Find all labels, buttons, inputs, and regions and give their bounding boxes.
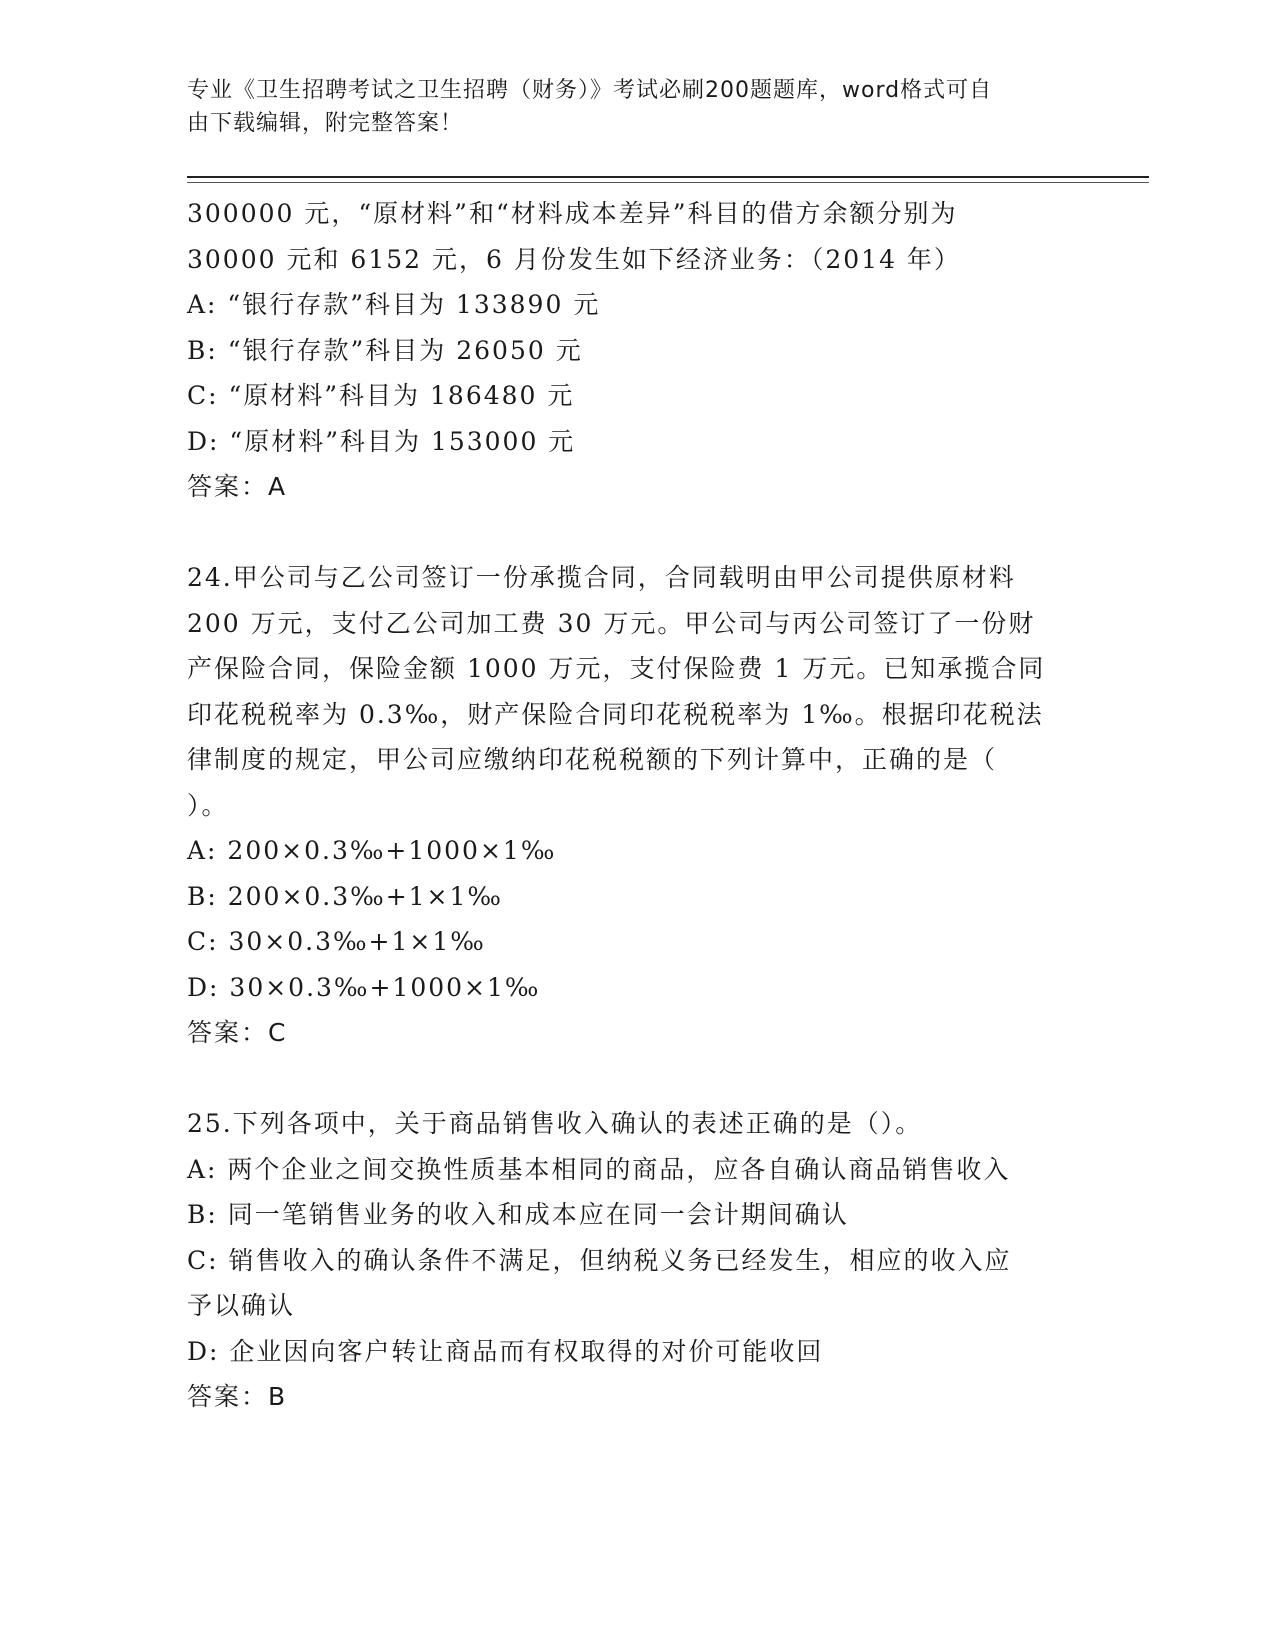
header-divider-thick	[187, 176, 1149, 178]
question-stem-line: 产保险合同，保险金额 1000 万元，支付保险费 1 万元。已知承揽合同	[187, 654, 1046, 683]
header-line-2: 由下载编辑，附完整答案！	[187, 111, 464, 136]
question-stem-line: ）。	[187, 790, 229, 820]
question-list	[187, 191, 1067, 1420]
option-d: D: “原材料”科目为 153000 元	[187, 426, 576, 456]
question-stem-line: 30000 元和 6152 元，6 月份发生如下经济业务：（2014 年）	[187, 244, 961, 274]
option-c: C: 30×0.3‰+1×1‰	[187, 927, 486, 956]
option-b: B: 200×0.3‰+1×1‰	[187, 881, 503, 911]
question-stem-line: 200 万元，支付乙公司加工费 30 万元。甲公司与丙公司签订了一份财	[187, 608, 1036, 638]
option-c: C: 销售收入的确认条件不满足，但纳税义务已经发生，相应的收入应	[187, 1245, 1012, 1275]
option-c-continued: 予以确认	[187, 1291, 296, 1320]
answer-label: 答案：A	[187, 472, 288, 501]
option-a: A: 两个企业之间交换性质基本相同的商品，应各自确认商品销售收入	[187, 1154, 1011, 1184]
question-stem-line: 24.甲公司与乙公司签订一份承揽合同，合同载明由甲公司提供原材料	[187, 563, 1016, 592]
document-header	[187, 74, 1067, 140]
question-24	[187, 555, 1067, 1056]
option-b: B: 同一笔销售业务的收入和成本应在同一会计期间确认	[187, 1200, 849, 1229]
header-line-1: 专业《卫生招聘考试之卫生招聘（财务）》考试必刷200题题库，word格式可自	[187, 78, 993, 103]
question-stem-line: 印花税税率为 0.3‰，财产保险合同印花税税率为 1‰。根据印花税法	[187, 699, 1044, 729]
option-a: A: “银行存款”科目为 133890 元	[187, 290, 601, 319]
question-spacer	[187, 510, 1067, 556]
answer-label: 答案：B	[187, 1382, 288, 1411]
question-25	[187, 1101, 1067, 1420]
question-stem-line: 25.下列各项中，关于商品销售收入确认的表述正确的是（）。	[187, 1109, 923, 1138]
answer-label: 答案：C	[187, 1018, 288, 1047]
header-divider-thin	[187, 182, 1149, 183]
option-c: C: “原材料”科目为 186480 元	[187, 381, 575, 410]
option-d: D: 企业因向客户转让商品而有权取得的对价可能收回	[187, 1336, 824, 1366]
option-a: A: 200×0.3‰+1000×1‰	[187, 836, 557, 865]
question-spacer	[187, 1056, 1067, 1102]
option-d: D: 30×0.3‰+1000×1‰	[187, 972, 541, 1002]
option-b: B: “银行存款”科目为 26050 元	[187, 335, 583, 365]
question-stem-line: 300000 元，“原材料”和“材料成本差异”科目的借方余额分别为	[187, 199, 958, 228]
question-23	[187, 191, 1067, 510]
question-stem-line: 律制度的规定，甲公司应缴纳印花税税额的下列计算中，正确的是（	[187, 745, 998, 774]
